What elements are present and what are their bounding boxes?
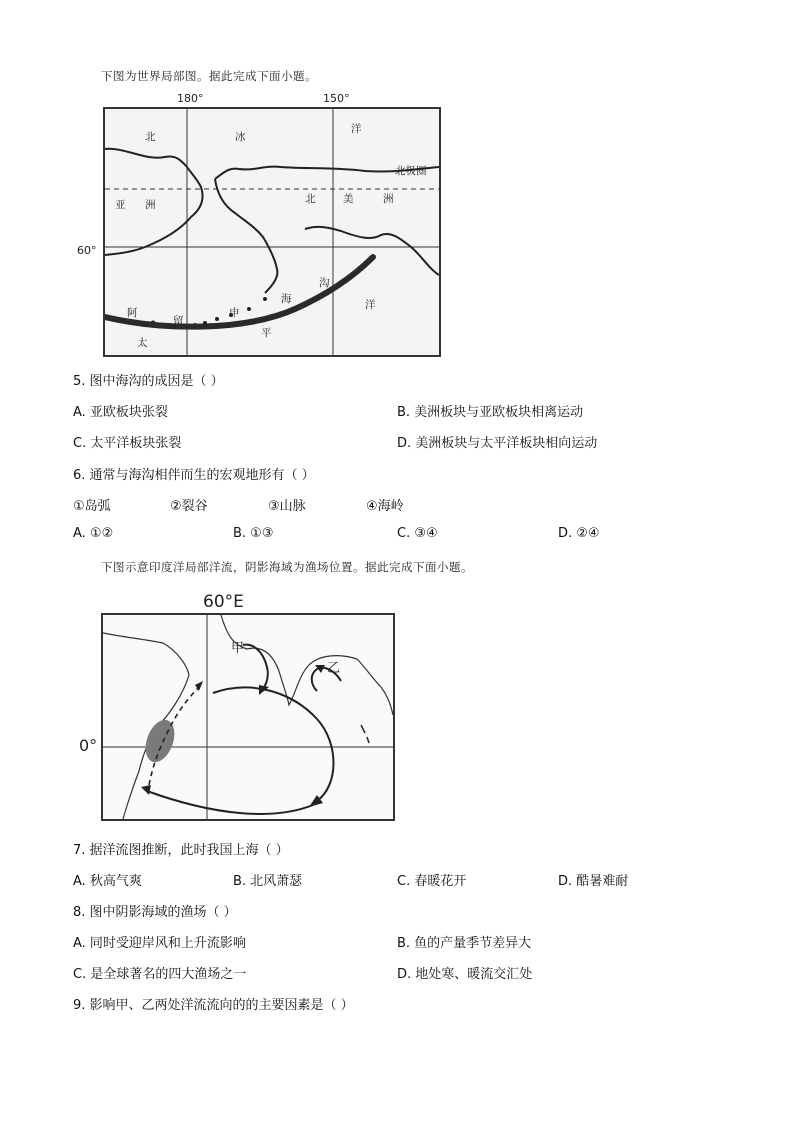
fishery-shade: [140, 716, 179, 766]
q8-option-c[interactable]: C. 是全球著名的四大渔场之一: [73, 967, 247, 982]
question-8-stem: 8. 图中阴影海域的渔场（ ）: [73, 905, 237, 920]
q7-option-c[interactable]: C. 春暖花开: [397, 874, 467, 889]
map1-label-arctic-circle: 北极圈: [395, 165, 427, 177]
map1-label-yang2: 洋: [365, 299, 376, 311]
map1-label-tai: 太: [137, 337, 148, 349]
map1-lon-150: 150°: [323, 92, 350, 105]
q8-option-a[interactable]: A. 同时受迎岸风和上升流影响: [73, 936, 246, 951]
q6-item-3: ③山脉: [268, 499, 306, 514]
map1-label-a: 阿: [127, 307, 138, 319]
map2-label-yi: 乙: [327, 661, 341, 676]
q7-option-b[interactable]: B. 北风萧瑟: [233, 874, 303, 889]
map1-label-ping: 平: [261, 327, 272, 339]
map2-label-jia: 甲: [231, 641, 245, 656]
map2-svg: [103, 615, 393, 819]
map2-lon-60e: 60°E: [203, 592, 244, 612]
q8-option-d[interactable]: D. 地处寒、暖流交汇处: [397, 967, 533, 982]
map1-label-gou: 沟: [319, 277, 330, 289]
q6-option-c[interactable]: C. ③④: [397, 526, 438, 541]
question-5-stem: 5. 图中海沟的成因是（ ）: [73, 374, 224, 389]
map1-label-bing: 冰: [235, 131, 246, 143]
map1-lat-60: 60°: [77, 244, 97, 257]
map1-label-bei2: 北: [305, 193, 316, 205]
map1-label-yang: 洋: [351, 123, 362, 135]
question-6-stem: 6. 通常与海沟相伴而生的宏观地形有（ ）: [73, 468, 315, 483]
map1-label-ya: 亚: [115, 199, 126, 211]
map2-lat-0: 0°: [79, 736, 98, 755]
q5-option-a[interactable]: A. 亚欧板块张裂: [73, 405, 168, 420]
q5-option-d[interactable]: D. 美洲板块与太平洋板块相向运动: [397, 436, 598, 451]
q6-option-b[interactable]: B. ①③: [233, 526, 274, 541]
q7-option-a[interactable]: A. 秋高气爽: [73, 874, 142, 889]
q7-option-d[interactable]: D. 酷暑难耐: [558, 874, 629, 889]
intro-text-2: 下图示意印度洋局部洋流，阴影海域为渔场位置。据此完成下面小题。: [101, 560, 473, 574]
q5-option-c[interactable]: C. 太平洋板块张裂: [73, 436, 182, 451]
question-7-stem: 7. 据洋流图推断，此时我国上海（ ）: [73, 843, 289, 858]
q8-option-b[interactable]: B. 鱼的产量季节差异大: [397, 936, 532, 951]
map1-label-zhou1: 洲: [145, 199, 156, 211]
q6-item-1: ①岛弧: [73, 499, 111, 514]
map1-label-mei: 美: [343, 193, 354, 205]
intro-text-1: 下图为世界局部图。据此完成下面小题。: [101, 69, 317, 83]
q5-option-b[interactable]: B. 美洲板块与亚欧板块相离运动: [397, 405, 584, 420]
map1-label-zhou2: 洲: [383, 193, 394, 205]
indian-ocean-current-map: [101, 613, 395, 821]
map1-svg: [105, 109, 439, 355]
q6-option-a[interactable]: A. ①②: [73, 526, 114, 541]
question-9-stem: 9. 影响甲、乙两处洋流流向的的主要因素是（ ）: [73, 998, 354, 1013]
world-partial-map: [103, 107, 441, 357]
map1-label-bei: 北: [145, 131, 156, 143]
q6-item-4: ④海岭: [366, 499, 404, 514]
q6-item-2: ②裂谷: [170, 499, 208, 514]
map1-label-liu: 留: [173, 315, 184, 327]
map1-label-shen: 申: [229, 307, 240, 319]
map1-lon-180: 180°: [177, 92, 204, 105]
map1-label-hai: 海: [281, 293, 292, 305]
q6-option-d[interactable]: D. ②④: [558, 526, 600, 541]
